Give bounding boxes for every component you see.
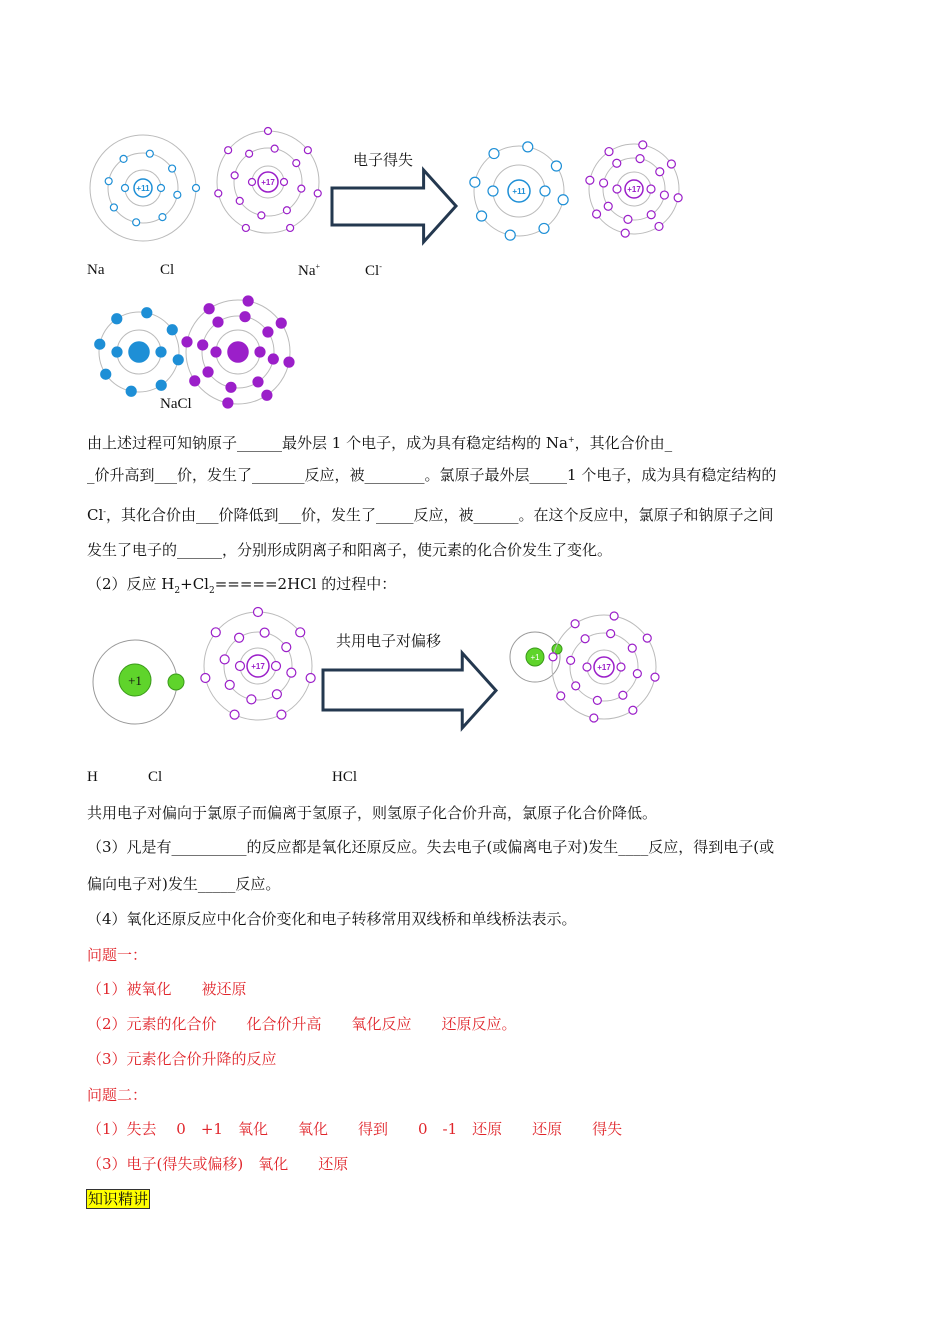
arrow-icon — [323, 653, 496, 728]
electron — [235, 633, 244, 642]
item-4: （4）氧化还原反应中化合价变化和电子转移常用双线桥和单线桥法表示。 — [87, 910, 577, 928]
electron — [204, 304, 214, 314]
label-h: H — [87, 769, 98, 785]
electron — [110, 204, 117, 211]
electron — [590, 714, 598, 722]
electron — [581, 635, 589, 643]
electron — [255, 347, 265, 357]
electron — [133, 219, 140, 226]
electron — [470, 177, 480, 187]
electron — [182, 337, 192, 347]
electron — [95, 339, 105, 349]
electron — [198, 340, 208, 350]
electron — [523, 142, 533, 152]
electron — [667, 160, 675, 168]
electron — [231, 172, 238, 179]
electron — [477, 211, 487, 221]
electron — [112, 347, 122, 357]
paragraph-line-1: 由上述过程可知钠原子______最外层 1 个电子，成为具有稳定结构的 Na+，其化合价由_ — [87, 434, 673, 452]
electron — [605, 148, 613, 156]
arrow-icon — [332, 170, 456, 242]
answer-q2-line: （3）电子(得失或偏移) 氧化 还原 — [87, 1155, 349, 1173]
electron — [656, 168, 664, 176]
paragraph-line-3: Cl-，其化合价由___价降低到___价，发生了_____反应，被______。在这个反应中，氯原子和钠原子之间 — [87, 506, 774, 524]
electron — [283, 207, 290, 214]
electron — [268, 354, 278, 364]
electron — [647, 185, 655, 193]
electron — [633, 670, 641, 678]
electron — [655, 222, 663, 230]
electron — [260, 628, 269, 637]
electron — [624, 215, 632, 223]
electron — [660, 191, 668, 199]
electron — [571, 620, 579, 628]
electron — [276, 318, 286, 328]
electron — [296, 628, 305, 637]
electron — [607, 630, 615, 638]
arrow-label-electron-transfer: 电子得失 — [353, 151, 414, 169]
electron — [489, 149, 499, 159]
electron — [243, 296, 253, 306]
electron — [610, 612, 618, 620]
answer-q1-line: （1）被氧化 被还原 — [87, 980, 247, 998]
electron — [167, 325, 177, 335]
electron — [304, 147, 311, 154]
electron — [287, 668, 296, 677]
electron — [306, 674, 315, 683]
answer-q1-line: （2）元素的化合价 化合价升高 氧化反应 还原反应。 — [87, 1015, 517, 1033]
electron — [249, 179, 256, 186]
electron — [156, 380, 166, 390]
electron — [236, 662, 245, 671]
electron — [567, 656, 575, 664]
electron — [558, 195, 568, 205]
electron — [262, 390, 272, 400]
electron — [628, 644, 636, 652]
nucleus-charge: +17 — [597, 663, 611, 672]
nucleus-charge: +17 — [261, 178, 275, 187]
electron — [211, 347, 221, 357]
electron — [613, 159, 621, 167]
electron — [549, 653, 557, 661]
electron — [236, 197, 243, 204]
electron — [600, 179, 608, 187]
electron — [539, 223, 549, 233]
electron — [258, 212, 265, 219]
item-3-line-1: （3）凡是有__________的反应都是氧化还原反应。失去电子(或偏离电子对)发生____反应，得到电子(或 — [87, 838, 775, 856]
electron — [636, 155, 644, 163]
electron — [230, 710, 239, 719]
electron — [211, 628, 220, 637]
electron — [122, 185, 129, 192]
electron — [159, 214, 166, 221]
electron — [674, 194, 682, 202]
electron — [253, 377, 263, 387]
nucleus — [129, 342, 149, 362]
nucleus-charge: +1 — [530, 653, 540, 662]
electron — [265, 128, 272, 135]
section-tag: 知识精讲 — [88, 1190, 149, 1208]
electron — [263, 327, 273, 337]
item-3-line-2: 偏向电子对)发生_____反应。 — [87, 875, 281, 893]
electron — [586, 176, 594, 184]
electron — [619, 691, 627, 699]
answer-q1-line: （3）元素化合价升降的反应 — [87, 1050, 277, 1068]
electron — [272, 662, 281, 671]
arrow-label-shared-pair: 共用电子对偏移 — [336, 632, 442, 650]
electron — [540, 186, 550, 196]
electron — [225, 147, 232, 154]
nucleus-charge: +17 — [251, 662, 265, 671]
electron — [246, 150, 253, 157]
electron — [298, 185, 305, 192]
electron — [158, 185, 165, 192]
electron — [604, 202, 612, 210]
label-cl: Cl — [160, 262, 175, 278]
label-cl-2: Cl — [148, 769, 163, 785]
electron — [557, 692, 565, 700]
answer-q1-title: 问题一： — [87, 946, 148, 964]
electron — [174, 191, 181, 198]
electron — [120, 155, 127, 162]
electron — [126, 386, 136, 396]
electron — [226, 382, 236, 392]
electron — [220, 655, 229, 664]
electron — [240, 312, 250, 322]
electron — [572, 682, 580, 690]
electron — [647, 211, 655, 219]
electron — [284, 357, 294, 367]
nucleus-charge: +17 — [627, 185, 641, 194]
electron — [168, 674, 184, 690]
item-2-heading: （2）反应 $H_2+Cl_2=====2HCl$ 的过程中： — [87, 575, 397, 596]
electron — [551, 161, 561, 171]
electron — [593, 210, 601, 218]
electron — [593, 696, 601, 704]
electron — [629, 706, 637, 714]
electron — [505, 230, 515, 240]
electron — [203, 367, 213, 377]
electron — [254, 608, 263, 617]
label-cl-ion: Cl- — [365, 262, 382, 279]
answer-q2-line: （1）失去 0 +1 氧化 氧化 得到 0 -1 还原 还原 得失 — [87, 1120, 623, 1138]
electron — [201, 674, 210, 683]
electron — [142, 308, 152, 318]
electron — [247, 695, 256, 704]
paragraph-line-2: _价升高到___价，发生了_______反应，被________。氯原子最外层_____1 个电子，成为具有稳定结构的 — [87, 466, 777, 484]
nucleus — [228, 342, 248, 362]
electron — [281, 179, 288, 186]
electron — [314, 190, 321, 197]
label-hcl: HCl — [332, 769, 358, 785]
electron — [215, 190, 222, 197]
label-na-ion: Na+ — [298, 262, 321, 279]
electron — [169, 165, 176, 172]
electron — [287, 224, 294, 231]
electron — [146, 150, 153, 157]
electron — [223, 398, 233, 408]
electron — [101, 369, 111, 379]
electron — [190, 376, 200, 386]
electron — [639, 141, 647, 149]
electron — [193, 185, 200, 192]
electron — [225, 680, 234, 689]
electron — [583, 663, 591, 671]
electron — [617, 663, 625, 671]
electron — [277, 710, 286, 719]
electron — [105, 178, 112, 185]
electron — [643, 634, 651, 642]
nucleus-charge: +11 — [512, 187, 526, 196]
electron — [282, 643, 291, 652]
electron — [112, 314, 122, 324]
electron — [156, 347, 166, 357]
electron — [271, 145, 278, 152]
paragraph-line-4: 发生了电子的______，分别形成阴离子和阳离子，使元素的化合价发生了变化。 — [87, 541, 613, 559]
electron — [293, 160, 300, 167]
electron — [242, 224, 249, 231]
electron — [272, 690, 281, 699]
electron — [213, 317, 223, 327]
answer-q2-title: 问题二： — [87, 1086, 148, 1104]
electron — [613, 185, 621, 193]
label-na: Na — [87, 262, 105, 278]
label-nacl: NaCl — [160, 396, 192, 412]
electron — [488, 186, 498, 196]
explanation: 共用电子对偏向于氯原子而偏离于氢原子，则氢原子化合价升高，氯原子化合价降低。 — [87, 804, 658, 822]
nucleus-charge: +11 — [136, 184, 150, 193]
electron — [621, 229, 629, 237]
electron — [651, 673, 659, 681]
electron — [173, 355, 183, 365]
nucleus-charge: +1 — [128, 673, 142, 688]
